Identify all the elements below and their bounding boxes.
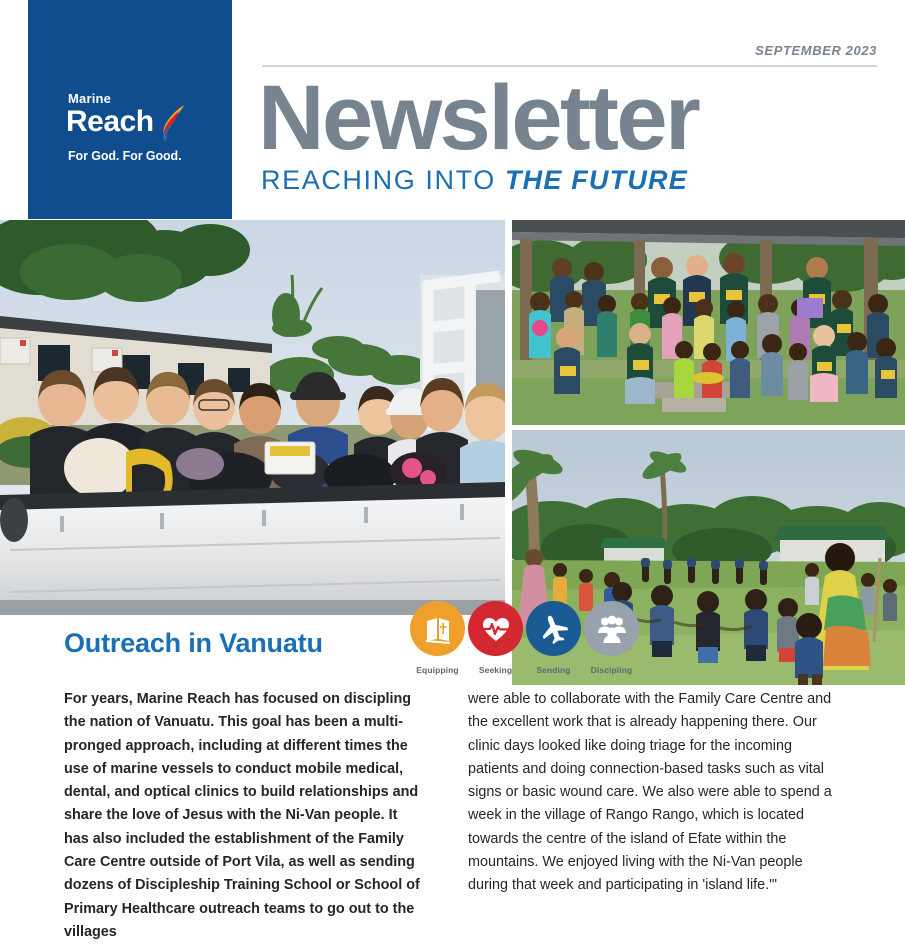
airplane-icon[interactable] bbox=[526, 601, 581, 656]
newsletter-subtitle bbox=[261, 165, 688, 195]
article-column-left bbox=[64, 688, 424, 944]
subtitle-emphasis: THE FUTURE bbox=[504, 165, 688, 195]
article-title: Outreach in Vanuatu bbox=[64, 628, 323, 658]
brand-logo bbox=[66, 92, 216, 163]
brand-name-line2: Reach bbox=[66, 105, 154, 138]
issue-date: SEPTEMBER 2023 bbox=[755, 43, 877, 58]
value-label: Equipping bbox=[416, 665, 459, 675]
value-label: Sending bbox=[536, 665, 571, 675]
brand-logo-panel bbox=[28, 0, 232, 219]
subtitle-regular: REACHING INTO bbox=[261, 165, 505, 195]
article-column-right bbox=[468, 688, 846, 898]
value-label: Seeking bbox=[478, 665, 513, 675]
value-equipping[interactable] bbox=[410, 601, 465, 675]
brand-tagline: For God. For Good. bbox=[68, 149, 182, 163]
photo-wild-team-with-village-children bbox=[512, 220, 905, 425]
newsletter-wordmark: Newsletter bbox=[258, 67, 699, 169]
bible-book-icon[interactable] bbox=[410, 601, 465, 656]
newsletter-header bbox=[0, 0, 905, 219]
value-discipling[interactable] bbox=[584, 601, 639, 675]
brand-name-line1: Marine bbox=[68, 91, 112, 106]
article-body-left: For years, Marine Reach has focused on discipling the nation of Vanuatu. This goal has been a multi-pronged approach, including at different times the use of marine vessels to conduct mobile medical, dental, and optical clinics to build relationships and share the love of Jesus with the Ni-Van people. It has also included the establishment of the Family Care Centre outside of Port Vila, as well as sending dozens of Discipleship Training School or School of Primary Healthcare outreach teams to go out to the villages bbox=[64, 691, 420, 940]
value-seeking[interactable] bbox=[468, 601, 523, 675]
heart-pulse-icon[interactable] bbox=[468, 601, 523, 656]
article-body-right: were able to collaborate with the Family Care Centre and the excellent work that is already happening there. Our clinic days looked like doing triage for the incoming patients and doing connection-based tasks such as vital signs or basic wound care. We also were able to spend a week in the village of Rango Rango, which is located towards the centre of the island of Efate within the mountains. We enjoyed living with the Ni-Van people during that week and participating in 'island life.'" bbox=[468, 691, 832, 894]
value-sending[interactable] bbox=[526, 601, 581, 675]
flame-icon bbox=[155, 102, 187, 147]
value-label: Discipling bbox=[590, 665, 633, 675]
people-group-icon[interactable] bbox=[584, 601, 639, 656]
photo-team-in-truck-bed bbox=[0, 220, 505, 615]
values-icon-row bbox=[410, 601, 640, 675]
